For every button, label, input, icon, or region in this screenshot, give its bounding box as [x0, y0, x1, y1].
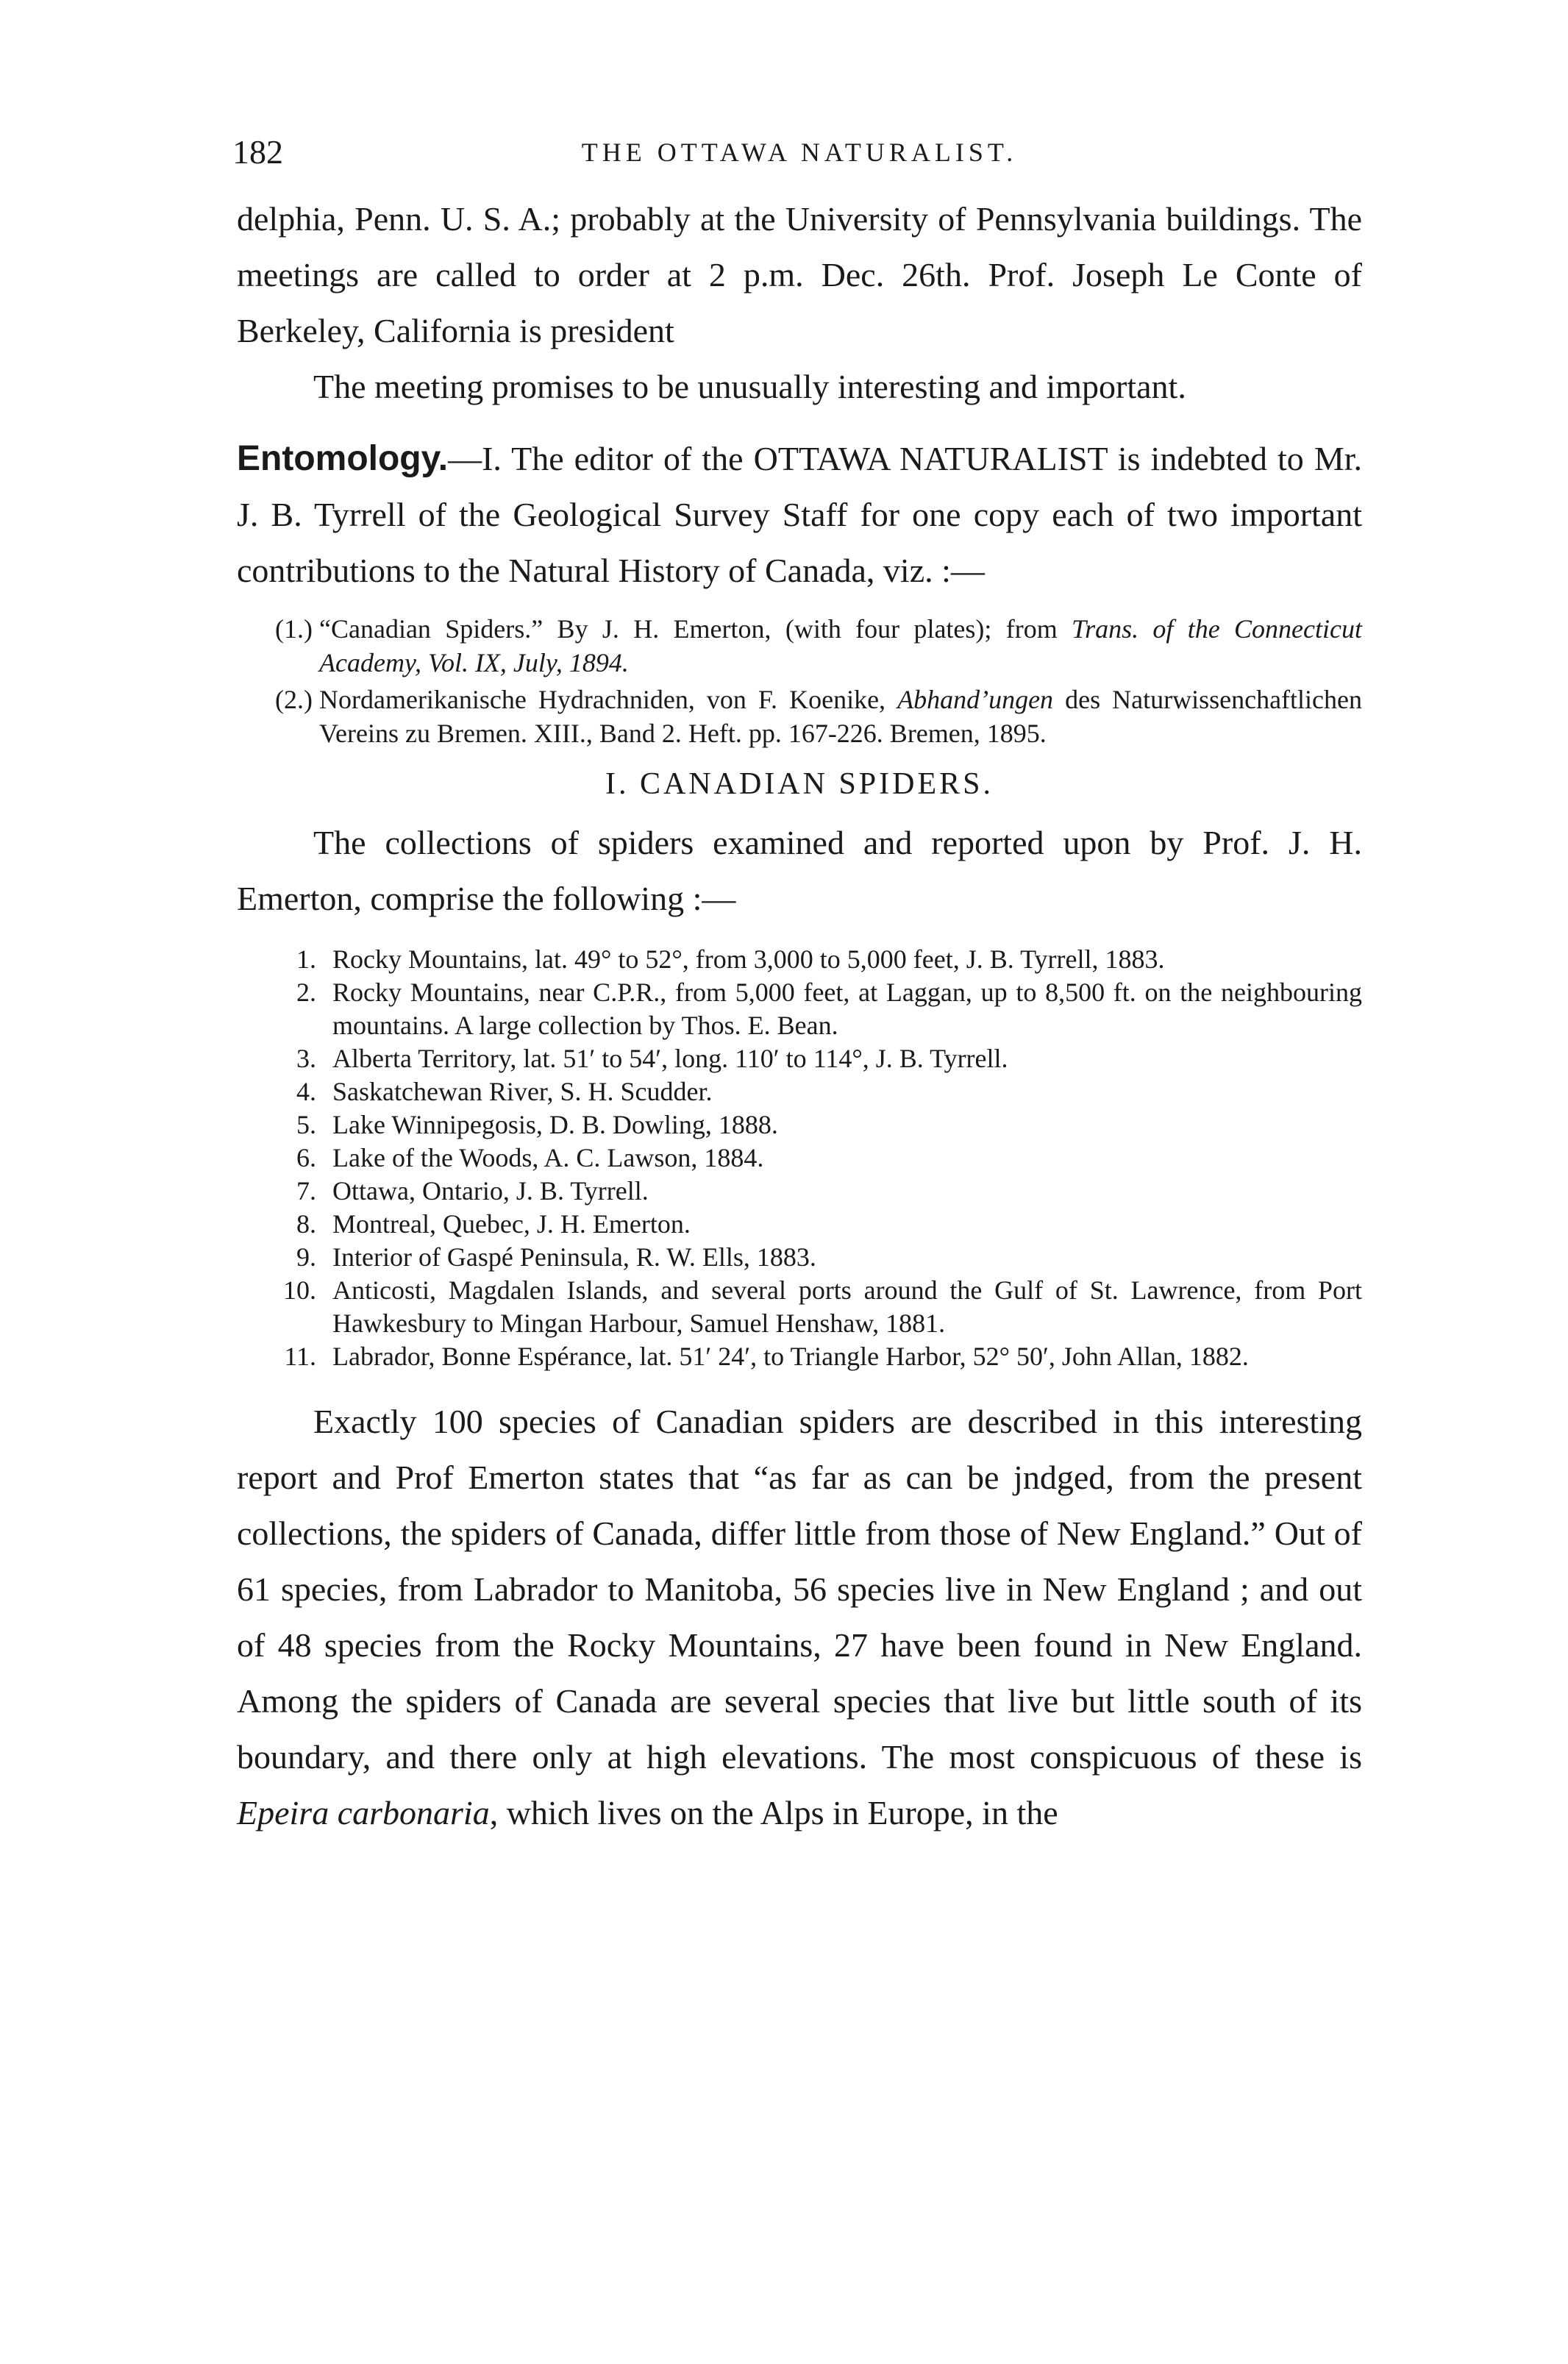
list-item: 5. Lake Winnipegosis, D. B. Dowling, 1888.: [296, 1110, 778, 1139]
intro-paragraph-2: The meeting promises to be unusually interesting and important.: [313, 368, 1186, 405]
reference-item: [237, 612, 1362, 680]
reference-list: [237, 612, 1362, 750]
list-item: 11. Labrador, Bonne Espérance, lat. 51′ 24′, to Triangle Harbor, 52° 50′, John Allan, 1882.: [284, 1342, 1249, 1371]
list-item: 4. Saskatchewan River, S. H. Scudder.: [296, 1077, 713, 1106]
closing-paragraph: Exactly 100 species of Canadian spiders are described in this interesting report and Prof Emerton states that “as far as can be jndged, from the present collections, the spiders of Canada, differ little from those of New England.” Out of 61 species, from Labrador to Manitoba, 56 species live in New England ; and out of 48 species from the Rocky Mountains, 27 have been found in New England. Among the spiders of Canada are several species that live but little south of its boundary, and there only at high elevations. The most conspicuous of these is Epeira carbonaria, which lives on the Alps in Europe, in the: [237, 1403, 1362, 1831]
page-header: [232, 132, 1362, 191]
list-item: 8. Montreal, Quebec, J. H. Emerton.: [296, 1209, 691, 1239]
reference-number: (1.): [275, 614, 313, 644]
list-item: 7. Ottawa, Ontario, J. B. Tyrrell.: [296, 1176, 649, 1206]
reference-text: Nordamerikanische Hydrachniden, von F. Koenike, Abhand’ungen des Naturwissenchaftlichen Vereins zu Bremen. XIII., Band 2. Heft. pp. 167-226. Bremen, 1895.: [319, 685, 1362, 748]
entomology-paragraph: [237, 431, 1362, 599]
collections-intro: The collections of spiders examined and reported upon by Prof. J. H. Emerton, comprise the following :—: [237, 824, 1362, 917]
list-item: 10. Anticosti, Magdalen Islands, and several ports around the Gulf of St. Lawrence, from Port Hawkesbury to Mingan Harbour, Samuel Henshaw, 1881.: [283, 1275, 1362, 1338]
entomology-lead: Entomology.: [237, 439, 449, 478]
list-item: 6. Lake of the Woods, A. C. Lawson, 1884.: [296, 1143, 764, 1172]
reference-item: [237, 683, 1362, 750]
running-head: THE OTTAWA NATURALIST.: [581, 138, 1018, 167]
list-item: 2. Rocky Mountains, near C.P.R., from 5,000 feet, at Laggan, up to 8,500 ft. on the neighbouring mountains. A large collection by Thos. E. Bean.: [296, 978, 1362, 1040]
page-number: 182: [232, 133, 283, 171]
list-item: 1. Rocky Mountains, lat. 49° to 52°, from 3,000 to 5,000 feet, J. B. Tyrrell, 1883.: [296, 944, 1165, 974]
list-item: 3. Alberta Territory, lat. 51′ to 54′, long. 110′ to 114°, J. B. Tyrrell.: [296, 1044, 1008, 1073]
reference-text: “Canadian Spiders.” By J. H. Emerton, (with four plates); from Trans. of the Connecticut Academy, Vol. IX, July, 1894.: [319, 614, 1362, 677]
species-name: Epeira carbonaria: [237, 1794, 490, 1831]
document-page: [232, 132, 1362, 1841]
collections-list: [237, 943, 1362, 1373]
reference-number: (2.): [275, 685, 313, 714]
section-heading: I. CANADIAN SPIDERS.: [605, 767, 994, 801]
entomology-text: —I. The editor of the OTTAWA NATURALIST is indebted to Mr. J. B. Tyrrell of the Geological Survey Staff for one copy each of two important contributions to the Natural History of Canada, viz. :—: [237, 440, 1362, 589]
list-item: 9. Interior of Gaspé Peninsula, R. W. Ells, 1883.: [296, 1242, 816, 1272]
intro-paragraph: delphia, Penn. U. S. A.; probably at the University of Pennsylvania buildings. The meetings are called to order at 2 p.m. Dec. 26th. Prof. Joseph Le Conte of Berkeley, California is president: [237, 200, 1362, 349]
